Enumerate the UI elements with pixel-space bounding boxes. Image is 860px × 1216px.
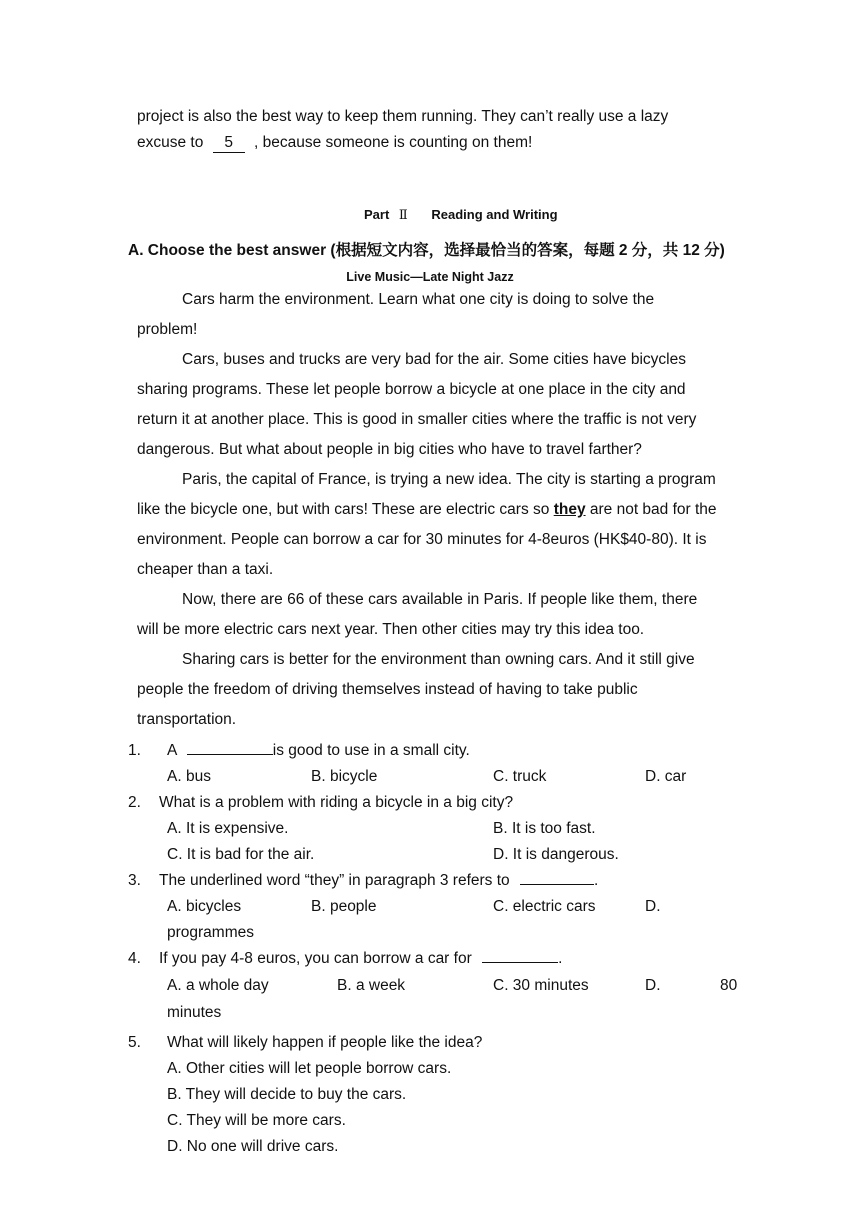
question-1-option-d: D. car <box>645 768 687 785</box>
passage-p2-line-4: dangerous. But what about people in big cities who have to travel farther? <box>137 441 642 458</box>
passage-p4-line-2: will be more electric cars next year. Then other cities may try this idea too. <box>137 621 645 638</box>
question-2-number: 2. <box>128 794 141 811</box>
answer-blank-5: 5 <box>213 134 245 153</box>
passage-p2-line-2: sharing programs. These let people borrow a bicycle at one place in the city and <box>137 381 686 398</box>
passage-p2-line-1: Cars, buses and trucks are very bad for the air. Some cities have bicycles <box>182 351 686 368</box>
question-4-option-d-unit: minutes <box>167 1004 222 1021</box>
part-title: Reading and Writing <box>431 207 558 222</box>
part-label: Part <box>364 207 390 222</box>
carryover-line-2-before: excuse to <box>137 134 204 151</box>
question-4-stem <box>159 946 562 972</box>
passage-p5-line-3: transportation. <box>137 711 237 728</box>
part-numeral: Ⅱ <box>398 208 408 223</box>
question-1-stem <box>167 738 470 764</box>
question-1-stem-after: is good to use in a small city. <box>272 742 470 759</box>
passage-p2-line-3: return it at another place. This is good in smaller cities where the traffic is not very <box>137 411 697 428</box>
question-3-option-d-label: D. <box>645 898 661 915</box>
carryover-line-2 <box>137 128 532 158</box>
question-4-option-d-number: 80 <box>720 977 738 994</box>
passage-p1-line-1: Cars harm the environment. Learn what one city is doing to solve the <box>182 291 655 308</box>
passage-p3-line-2 <box>137 495 717 525</box>
question-3-option-d-text: programmes <box>167 924 254 941</box>
question-3-option-b: B. people <box>311 898 377 915</box>
question-2-stem: What is a problem with riding a bicycle in a big city? <box>159 794 514 811</box>
passage-p4-line-1: Now, there are 66 of these cars available in Paris. If people like them, there <box>182 591 698 608</box>
question-1-number: 1. <box>128 742 141 759</box>
section-a-heading: A. Choose the best answer (根据短文内容，选择最恰当的答案，每题 2 分，共 12 分) <box>128 242 725 259</box>
question-4-number: 4. <box>128 950 141 967</box>
carryover-line-2-after: , because someone is counting on them! <box>253 134 533 151</box>
question-4-stem-before: If you pay 4-8 euros, you can borrow a car for <box>159 950 472 967</box>
question-5-stem: What will likely happen if people like the idea? <box>167 1034 483 1051</box>
question-3-option-c: C. electric cars <box>493 898 596 915</box>
passage-p3-line-3: environment. People can borrow a car for 30 minutes for 4-8euros (HK$40-80). It is <box>137 531 707 548</box>
passage-p5-line-2: people the freedom of driving themselves instead of having to take public <box>137 681 638 698</box>
question-3-number: 3. <box>128 872 141 889</box>
question-4-stem-after: . <box>558 950 563 967</box>
question-4-option-b: B. a week <box>337 977 406 994</box>
question-2-option-d: D. It is dangerous. <box>493 846 619 863</box>
question-1-stem-before: A <box>167 742 177 759</box>
question-1-blank <box>187 754 273 755</box>
part-heading <box>364 205 558 226</box>
question-3-stem-after: . <box>593 872 599 889</box>
question-4-option-c: C. 30 minutes <box>493 977 589 994</box>
question-2-option-c: C. It is bad for the air. <box>167 846 315 863</box>
passage-p3-line-4: cheaper than a taxi. <box>137 561 274 578</box>
question-4-option-a: A. a whole day <box>167 977 269 994</box>
question-5-number: 5. <box>128 1034 141 1051</box>
passage-p1-line-2: problem! <box>137 321 198 338</box>
question-3-stem-before: The underlined word “they” in paragraph 3 refers to <box>159 872 510 889</box>
passage-p3-line-2-before: like the bicycle one, but with cars! These are electric cars so <box>137 501 550 518</box>
question-5-option-d: D. No one will drive cars. <box>167 1138 339 1155</box>
passage-p5-line-1: Sharing cars is better for the environment than owning cars. And it still give <box>182 651 695 668</box>
question-1-option-c: C. truck <box>493 768 547 785</box>
question-1-option-a: A. bus <box>167 768 211 785</box>
question-4-blank <box>482 962 558 963</box>
underlined-word-they: they <box>553 501 586 518</box>
carryover-line-1: project is also the best way to keep them running. They can’t really use a lazy <box>137 108 669 125</box>
question-3-stem <box>159 868 598 894</box>
question-4-option-d-label: D. <box>645 977 661 994</box>
question-1-option-b: B. bicycle <box>311 768 378 785</box>
question-2-option-b: B. It is too fast. <box>493 820 596 837</box>
passage-p3-line-2-after: are not bad for the <box>589 501 717 518</box>
question-2-option-a: A. It is expensive. <box>167 820 289 837</box>
passage-p3-line-1: Paris, the capital of France, is trying a new idea. The city is starting a program <box>182 471 716 488</box>
question-5-option-b: B. They will decide to buy the cars. <box>167 1086 407 1103</box>
question-5-option-c: C. They will be more cars. <box>167 1112 346 1129</box>
question-3-option-a: A. bicycles <box>167 898 242 915</box>
question-3-blank <box>520 884 594 885</box>
passage-title: Live Music—Late Night Jazz <box>346 270 514 284</box>
question-5-option-a: A. Other cities will let people borrow cars. <box>167 1060 452 1077</box>
